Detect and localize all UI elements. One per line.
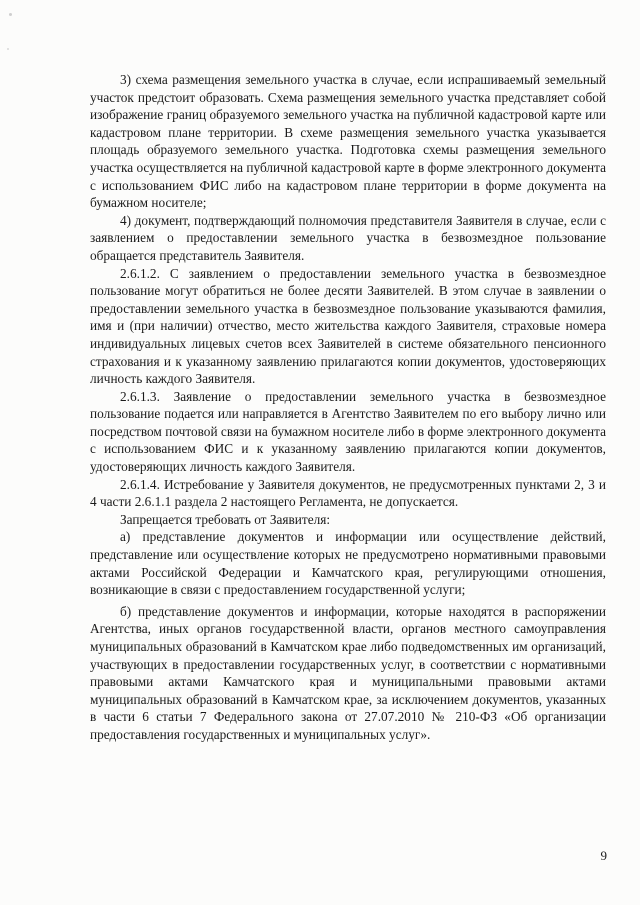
scan-speck bbox=[7, 48, 9, 50]
paragraph-item-4: 4) документ, подтверждающий полномочия представителя Заявителя в случае, если с заявлением о предоставлении земельного участка в безвозмездное пользование обращается представитель Заявителя. bbox=[90, 212, 606, 263]
paragraph-2-6-1-2: 2.6.1.2. С заявлением о предоставлении земельного участка в безвозмездное пользование могут обратиться не более десяти Заявителей. В этом случае в заявлении о предоставлении земельного участка в безвозмездное пользование указываются фамилия, имя и (при наличии) отчество, место жительства каждого Заявителя, страховые номера индивидуальных лицевых счетов всех Заявителей в системе обязательного пенсионного страхования и к указанному заявлению прилагаются копии документов, удостоверяющих личность каждого Заявителя. bbox=[90, 265, 606, 387]
paragraph-item-b: б) представление документов и информации, которые находятся в распоряжении Агентства, иных органов государственной власти, органов местного самоуправления муниципальных образований в Камчатском крае либо подведомственных им организаций, участвующих в предоставлении государственных услуг, в соответствии с нормативными правовыми актами Камчатского края и муниципальными правовыми актами муниципальных образований в Камчатском крае, за исключением документов, указанных в части 6 статьи 7 Федерального закона от 27.07.2010 № 210-ФЗ «Об организации предоставления государственных и муниципальных услуг». bbox=[90, 603, 606, 742]
paragraph-2-6-1-3: 2.6.1.3. Заявление о предоставлении земельного участка в безвозмездное пользование подается или направляется в Агентство Заявителем по его выбору лично или посредством почтовой связи на бумажном носителе либо в форме электронного документа с использованием ФИС и к указанному заявлению прилагаются копии документов, удостоверяющих личность каждого Заявителя. bbox=[90, 388, 606, 475]
paragraph-prohibition-intro: Запрещается требовать от Заявителя: bbox=[120, 511, 331, 527]
paragraph-2-6-1-4: 2.6.1.4. Истребование у Заявителя документов, не предусмотренных пунктами 2, 3 и 4 части 2.6.1.1 раздела 2 настоящего Регламента, не допускается. bbox=[90, 476, 606, 510]
scan-speck bbox=[9, 13, 12, 16]
paragraph-item-3: 3) схема размещения земельного участка в случае, если испрашиваемый земельный участок предстоит образовать. Схема размещения земельного участка представляет собой изображение границ образуемого земельного участка на публичной кадастровой карте или кадастровом плане территории. В схеме размещения земельного участка указывается площадь образуемого земельного участка. Подготовка схемы размещения земельного участка осуществляется на публичной кадастровой карте в форме электронного документа с использованием ФИС либо на кадастровом плане территории в форме документа на бумажном носителе; bbox=[90, 72, 606, 211]
document-body bbox=[90, 71, 606, 744]
page-number: 9 bbox=[600, 848, 607, 863]
paragraph-item-a: а) представление документов и информации или осуществление действий, представление или осуществление которых не предусмотрено нормативными правовыми актами Российской Федерации и Камчатского края, регулирующими отношения, возникающие в связи с предоставлением государственной услуги; bbox=[90, 529, 606, 598]
